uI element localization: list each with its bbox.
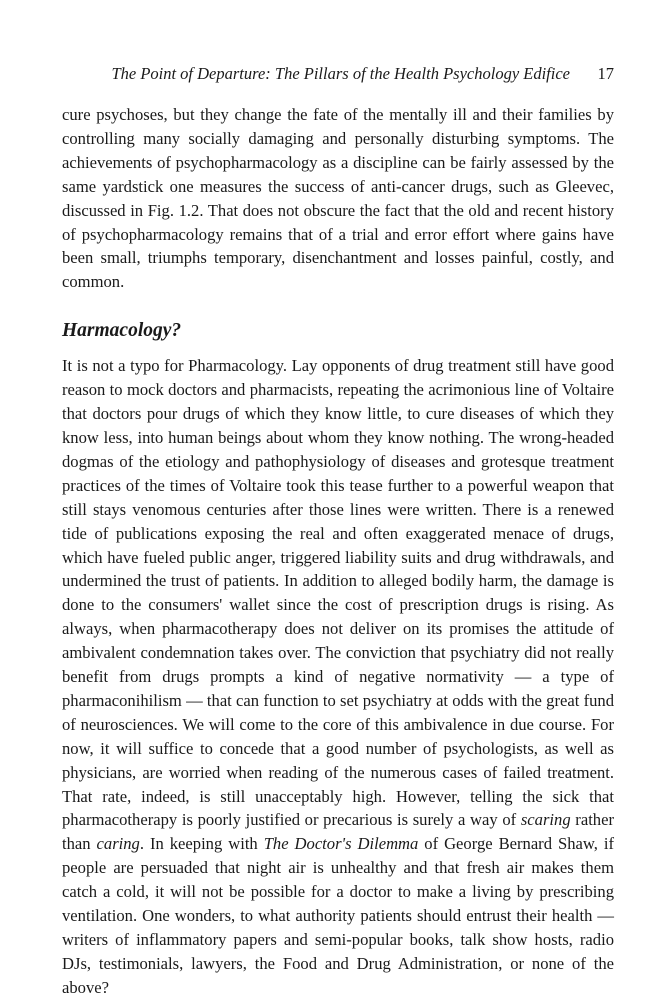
section-heading: Harmacology? — [62, 320, 182, 342]
running-title: The Point of Departure: The Pillars of the Health Psychology Edifice — [111, 64, 570, 83]
paragraph-text: rather than — [62, 810, 614, 854]
paragraph-text: . In keeping with — [139, 834, 264, 854]
page-number: 17 — [597, 64, 614, 83]
paragraph-continuation: cure psychoses, but they change the fate of the mentally ill and their families by controlling many socially damaging and personally disturbing symptoms. The achievements of psychopharmacology as a discipline can be fairly assessed by the same yardstick one measures the success of anti-cancer drugs, such as Gleevec, discussed in Fig. 1.2. That does not obscure the fact that the old and recent history of psychopharmacology remains that of a trial and error effort where gains have been small, triumphs temporary, disenchantment and losses painful, costly, and common. — [62, 105, 614, 292]
emphasis-caring: caring — [96, 834, 140, 854]
running-head — [62, 64, 614, 88]
book-title: The Doctor's Dilemma — [263, 834, 419, 854]
paragraph-harmacology — [62, 354, 614, 999]
paragraph-text: It is not a typo for Pharmacology. Lay opponents of drug treatment still have good reason to mock doctors and pharmacists, repeating the acrimonious line of Voltaire that doctors pour drugs of which they know little, to cure diseases of which they know less, into human beings about whom they know nothing. The wrong-headed dogmas of the etiology and pathophysiology of diseases and grotesque treatment practices of the times of Voltaire took this tease further to a powerful weapon that still stays venomous centuries after those lines were written. There is a renewed tide of publications exposing the real and often exaggerated menace of drugs, which have fueled public anger, triggered liability suits and drug withdrawals, and undermined the trust of patients. In addition to alleged bodily harm, the damage is done to the consumers' wallet since the cost of prescription drugs is rising. As always, when pharmacotherapy does not deliver on its promises the attitude of ambivalent condemnation takes over. The conviction that psychiatry did not really benefit from drugs prompts a kind of negative normativity — a type of pharmaconihilism — that can function to set psychiatry at odds with the great fund of neurosciences. We will come to the core of this ambivalence in due course. For now, it will suffice to concede that a good number of psychologists, as well as physicians, are worried when reading of the numerous cases of failed treatment. That rate, indeed, is still unacceptably high. However, telling the sick that pharmacotherapy is poorly justified or precarious is surely a way of — [62, 356, 614, 830]
paragraph-text: of George Bernard Shaw, if people are persuaded that night air is unhealthy and that fresh air makes them catch a cold, it will not be possible for a doctor to make a living by prescribing ventilation. One wonders, to what authority patients should entrust their health — writers of inflammatory papers and semi-popular books, talk show hosts, radio DJs, testimonials, lawyers, the Food and Drug Administration, or none of the above? — [62, 834, 614, 997]
body-text — [62, 103, 614, 1000]
emphasis-scaring: scaring — [520, 810, 571, 830]
